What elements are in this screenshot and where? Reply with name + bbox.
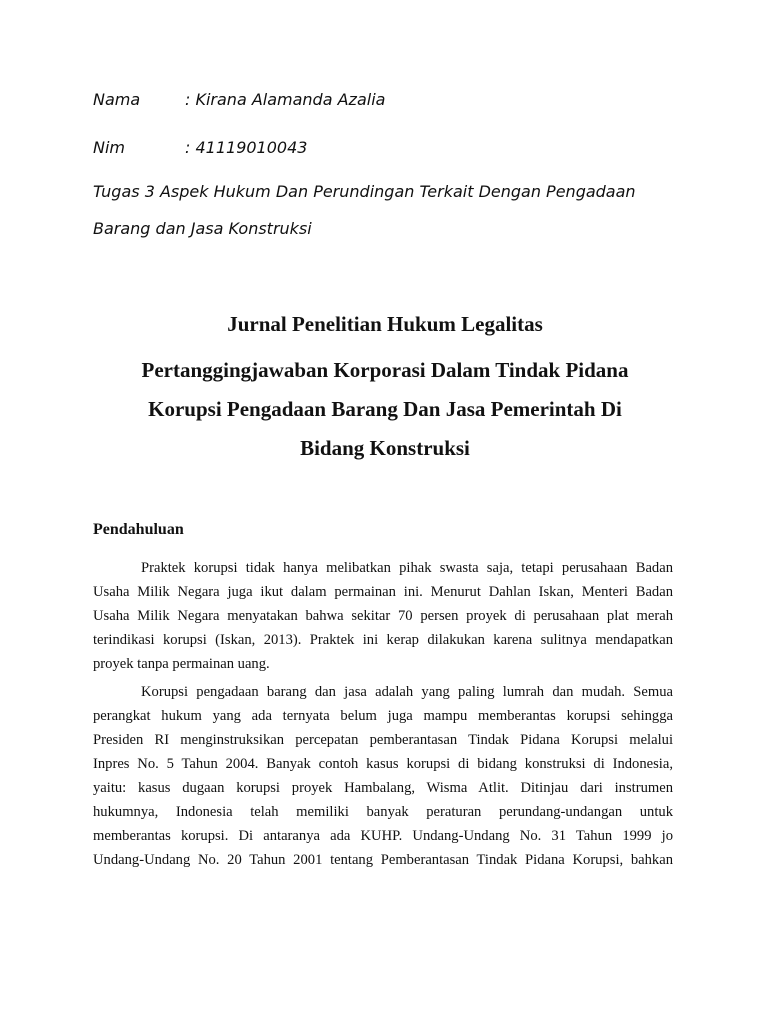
paragraph-line: perangkat hukum yang ada ternyata belum juga mampu memberantas korupsi sehingga: [93, 708, 673, 724]
paragraph-line: yaitu: kasus dugaan korupsi proyek Hambalang, Wisma Atlit. Ditinjau dari instrumen: [93, 780, 673, 796]
paragraph-line: Usaha Milik Negara juga ikut dalam permainan ini. Menurut Dahlan Iskan, Menteri Badan: [93, 584, 673, 600]
task-title-line-2: Barang dan Jasa Konstruksi: [93, 219, 312, 238]
nim-value: : 41119010043: [185, 138, 308, 157]
paragraph-line: terindikasi korupsi (Iskan, 2013). Praktek ini kerap dilakukan karena sulitnya mendapatkan: [93, 632, 673, 648]
nim-label: Nim: [93, 138, 125, 157]
paragraph-line: Usaha Milik Negara menyatakan bahwa sekitar 70 persen proyek di perusahaan plat merah: [93, 608, 673, 624]
name-label: Nama: [93, 90, 141, 109]
journal-title-line-3: Korupsi Pengadaan Barang Dan Jasa Pemerintah Di: [148, 397, 622, 421]
section-heading: Pendahuluan: [93, 521, 184, 538]
paragraph-line: Korupsi pengadaan barang dan jasa adalah yang paling lumrah dan mudah. Semua: [141, 684, 673, 700]
paragraph-line: Praktek korupsi tidak hanya melibatkan pihak swasta saja, tetapi perusahaan Badan: [141, 560, 673, 576]
journal-title-line-2: Pertanggingjawaban Korporasi Dalam Tindak Pidana: [141, 358, 629, 382]
paragraph-line: Inpres No. 5 Tahun 2004. Banyak contoh kasus korupsi di bidang konstruksi di Indonesia,: [93, 756, 673, 772]
journal-title-line-4: Bidang Konstruksi: [300, 436, 470, 460]
paragraph-line: Presiden RI menginstruksikan percepatan pemberantasan Tindak Pidana Korupsi melalui: [93, 732, 673, 748]
paragraph-line: Undang-Undang No. 20 Tahun 2001 tentang Pemberantasan Tindak Pidana Korupsi, bahkan: [93, 852, 673, 868]
paragraph-line: memberantas korupsi. Di antaranya ada KUHP. Undang-Undang No. 31 Tahun 1999 jo: [93, 828, 673, 844]
paragraph-2: [93, 680, 673, 872]
name-value: : Kirana Alamanda Azalia: [185, 90, 386, 109]
paragraph-line: proyek tanpa permainan uang.: [93, 656, 270, 672]
name-row: [93, 90, 385, 110]
task-title-line-1: Tugas 3 Aspek Hukum Dan Perundingan Terkait Dengan Pengadaan: [93, 182, 636, 201]
nim-row: [93, 138, 307, 158]
paragraph-line: hukumnya, Indonesia telah memiliki banyak peraturan perundang-undangan untuk: [93, 804, 673, 820]
journal-title-line-1: Jurnal Penelitian Hukum Legalitas: [227, 312, 543, 336]
paragraph-1: [93, 556, 673, 676]
